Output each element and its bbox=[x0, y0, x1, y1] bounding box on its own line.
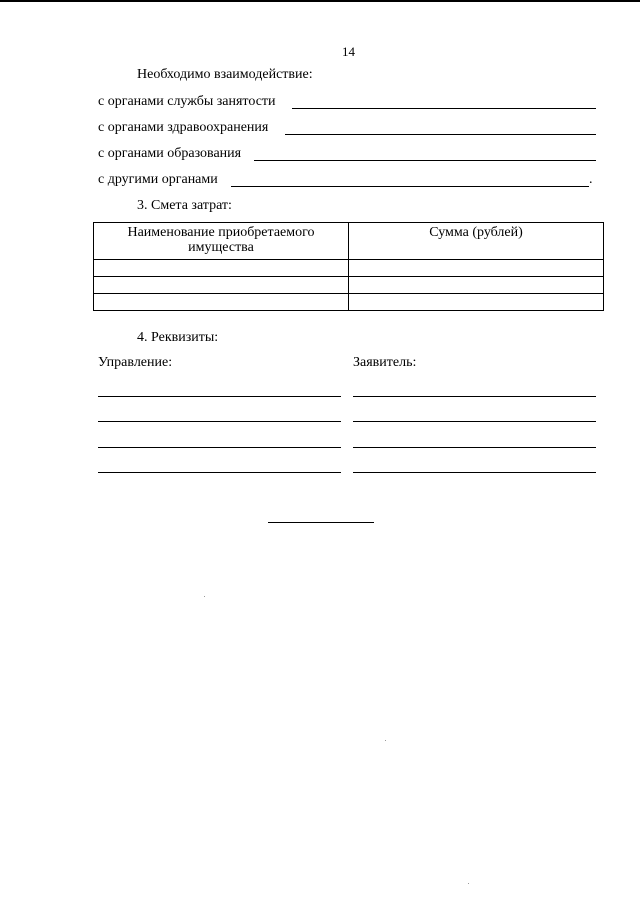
scan-speck bbox=[204, 596, 205, 597]
administration-signature-line[interactable] bbox=[98, 472, 341, 473]
estimate-col-amount: Сумма (рублей) bbox=[349, 223, 604, 260]
scan-speck bbox=[385, 740, 386, 741]
applicant-signature-line[interactable] bbox=[353, 447, 596, 448]
applicant-signature-line[interactable] bbox=[353, 421, 596, 422]
requisites-label-administration: Управление: bbox=[98, 355, 173, 370]
estimate-cell-item[interactable] bbox=[94, 294, 349, 311]
interaction-fill-line-employment[interactable] bbox=[292, 108, 596, 109]
administration-signature-line[interactable] bbox=[98, 421, 341, 422]
requisites-heading: 4. Реквизиты: bbox=[137, 330, 219, 345]
interaction-fill-line-other[interactable] bbox=[231, 186, 589, 187]
interaction-line-period: . bbox=[589, 172, 593, 187]
interaction-label-health: с органами здравоохранения bbox=[98, 120, 269, 135]
page-top-border bbox=[0, 0, 640, 2]
scan-speck bbox=[468, 883, 469, 884]
estimate-table bbox=[93, 222, 604, 311]
estimate-cell-item[interactable] bbox=[94, 260, 349, 277]
interaction-label-education: с органами образования bbox=[98, 146, 242, 161]
estimate-cell-item[interactable] bbox=[94, 277, 349, 294]
requisites-label-applicant: Заявитель: bbox=[353, 355, 417, 370]
estimate-cell-amount[interactable] bbox=[349, 260, 604, 277]
table-row bbox=[94, 294, 604, 311]
applicant-signature-line[interactable] bbox=[353, 472, 596, 473]
administration-signature-line[interactable] bbox=[98, 396, 341, 397]
estimate-cell-amount[interactable] bbox=[349, 277, 604, 294]
interaction-fill-line-health[interactable] bbox=[285, 134, 596, 135]
interaction-label-other: с другими органами bbox=[98, 172, 218, 187]
table-row bbox=[94, 260, 604, 277]
interaction-fill-line-education[interactable] bbox=[254, 160, 596, 161]
table-row bbox=[94, 277, 604, 294]
interaction-label-employment: с органами службы занятости bbox=[98, 94, 276, 109]
estimate-cell-amount[interactable] bbox=[349, 294, 604, 311]
estimate-header-row bbox=[94, 223, 604, 260]
administration-signature-line[interactable] bbox=[98, 447, 341, 448]
applicant-signature-line[interactable] bbox=[353, 396, 596, 397]
document-end-divider bbox=[268, 522, 374, 523]
estimate-heading: 3. Смета затрат: bbox=[137, 198, 232, 213]
page-number: 14 bbox=[342, 44, 355, 59]
estimate-col-item-name: Наименование приобретаемого имущества bbox=[94, 223, 349, 260]
interaction-heading: Необходимо взаимодействие: bbox=[137, 67, 313, 82]
